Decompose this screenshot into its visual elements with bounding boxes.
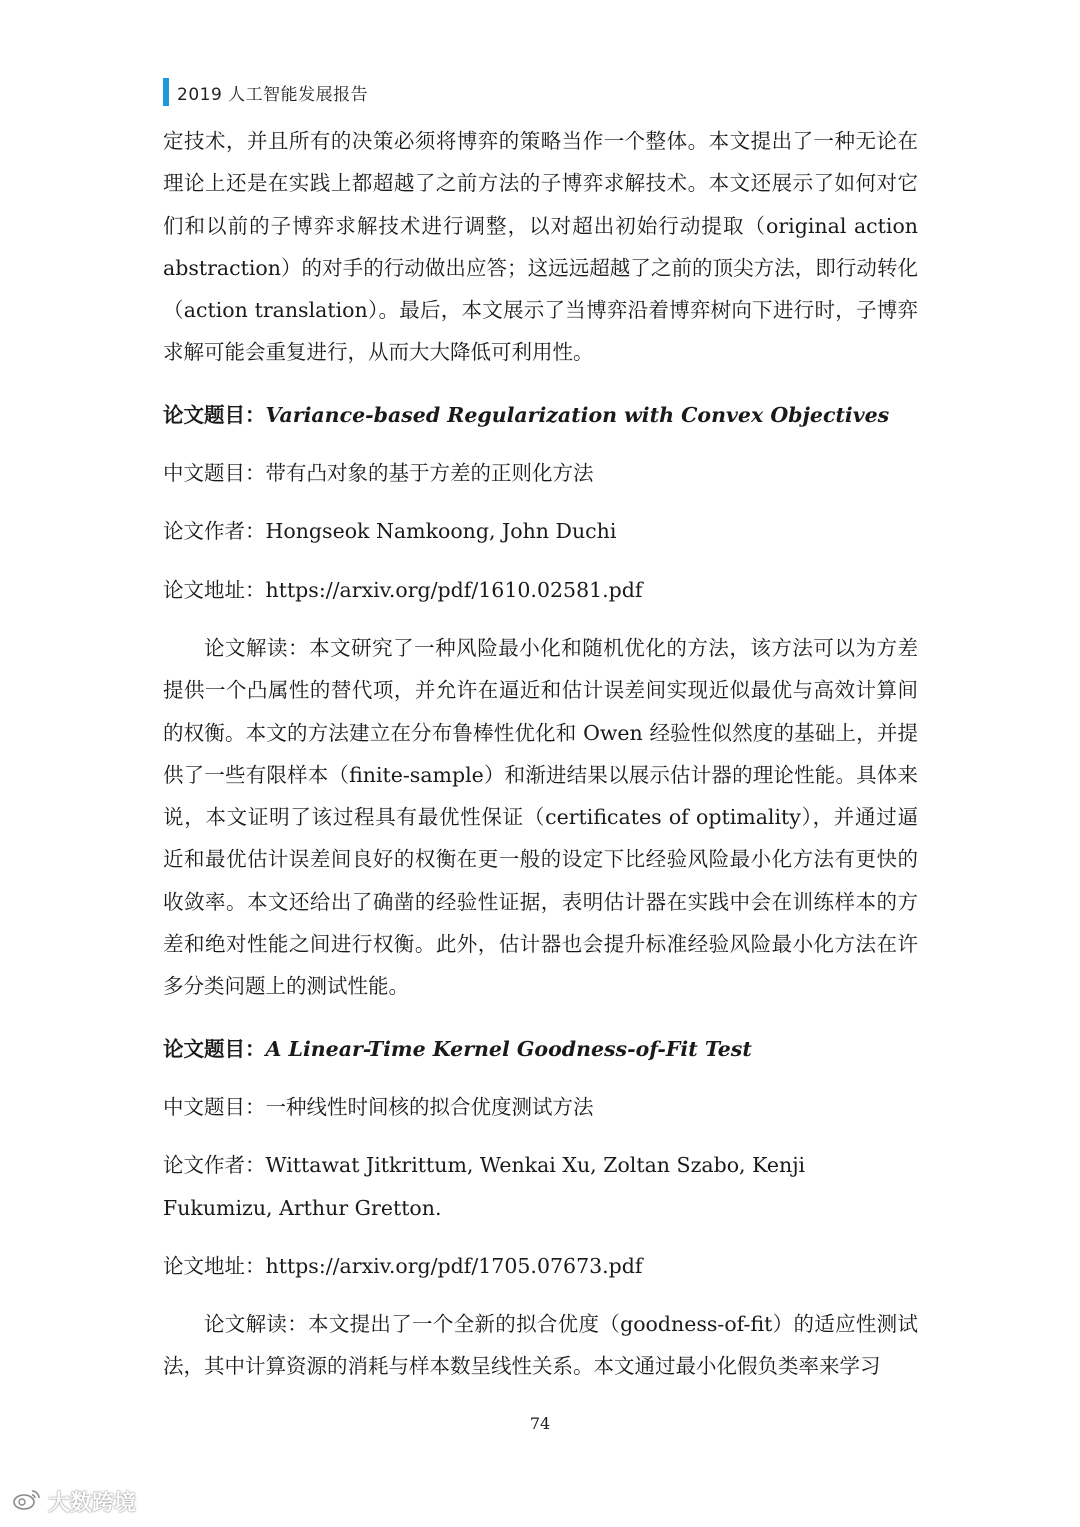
header-accent-bar [163,78,169,106]
paper-entry [163,394,918,1008]
paper-cn-title: 带有凸对象的基于方差的正则化方法 [265,461,594,486]
paper-title-label: 论文题目： [163,402,266,427]
paper-cn-title: 一种线性时间核的拟合优度测试方法 [265,1094,594,1119]
header-title: 2019 人工智能发展报告 [177,84,369,105]
paper-cn-title-label: 中文题目： [163,461,266,486]
paper-url-label: 论文地址： [163,1253,266,1278]
paper-url-line [163,1245,918,1287]
paper-cn-title-label: 中文题目： [163,1094,266,1119]
paper-authors-label: 论文作者： [163,1153,266,1178]
weibo-icon [12,1487,42,1517]
paper-summary: 论文解读：本文研究了一种风险最小化和随机优化的方法，该方法可以为方差提供一个凸属性的替代项，并允许在逼近和估计误差间实现近似最优与高效计算间的权衡。本文的方法建立在分布鲁棒性优化和 Owen 经验性似然度的基础上，并提供了一些有限样本（finite-sample）和渐进结果以展示估计器的理论性能。具体来说，本文证明了该过程具有最优性保证（certificates of optimality），并通过逼近和最优估计误差间良好的权衡在更一般的设定下比经验风险最小化方法有更快的收敛率。本文还给出了确凿的经验性证据，表明估计器在实践中会在训练样本的方差和绝对性能之间进行权衡。此外，估计器也会提升标准经验风险最小化方法在许多分类问题上的测试性能。 [163,635,918,999]
page-header [163,78,368,106]
watermark [12,1486,136,1517]
paper-title-line [163,1028,918,1070]
paper-url-label: 论文地址： [163,577,266,602]
paper-url-link[interactable]: https://arxiv.org/pdf/1705.07673.pdf [265,1253,643,1278]
paper-title: A Linear-Time Kernel Goodness-of-Fit Test [265,1036,752,1061]
paper-url-link[interactable]: https://arxiv.org/pdf/1610.02581.pdf [265,577,643,602]
paper-entry [163,1028,918,1388]
page-content [163,120,918,1388]
paper-url-line [163,569,918,611]
paper-authors-line [163,1144,918,1229]
paper-title: Variance-based Regularization with Convex Objectives [265,402,890,427]
watermark-text: 大数跨境 [48,1491,137,1516]
paper-summary: 论文解读：本文提出了一个全新的拟合优度（goodness-of-fit）的适应性测试法，其中计算资源的消耗与样本数呈线性关系。本文通过最小化假负类率来学习 [163,1312,918,1379]
paper-title-line [163,394,918,436]
paper-authors-label: 论文作者： [163,519,266,544]
paper-authors-line [163,510,918,552]
paper-cn-title-line [163,1086,918,1128]
paper-authors: Wittawat Jitkrittum, Wenkai Xu, Zoltan Szabo, Kenji Fukumizu, Arthur Gretton. [163,1153,806,1220]
intro-paragraph: 定技术，并且所有的决策必须将博弈的策略当作一个整体。本文提出了一种无论在理论上还是在实践上都超越了之前方法的子博弈求解技术。本文还展示了如何对它们和以前的子博弈求解技术进行调整，以对超出初始行动提取（original action abstraction）的对手的行动做出应答；这远远超越了之前的顶尖方法，即行动转化（action translation）。最后，本文展示了当博弈沿着博弈树向下进行时，子博弈求解可能会重复进行，从而大大降低可利用性。 [163,129,918,365]
paper-authors: Hongseok Namkoong, John Duchi [265,519,617,544]
paper-cn-title-line [163,452,918,494]
page-number: 74 [529,1414,551,1433]
paper-title-label: 论文题目： [163,1036,266,1061]
